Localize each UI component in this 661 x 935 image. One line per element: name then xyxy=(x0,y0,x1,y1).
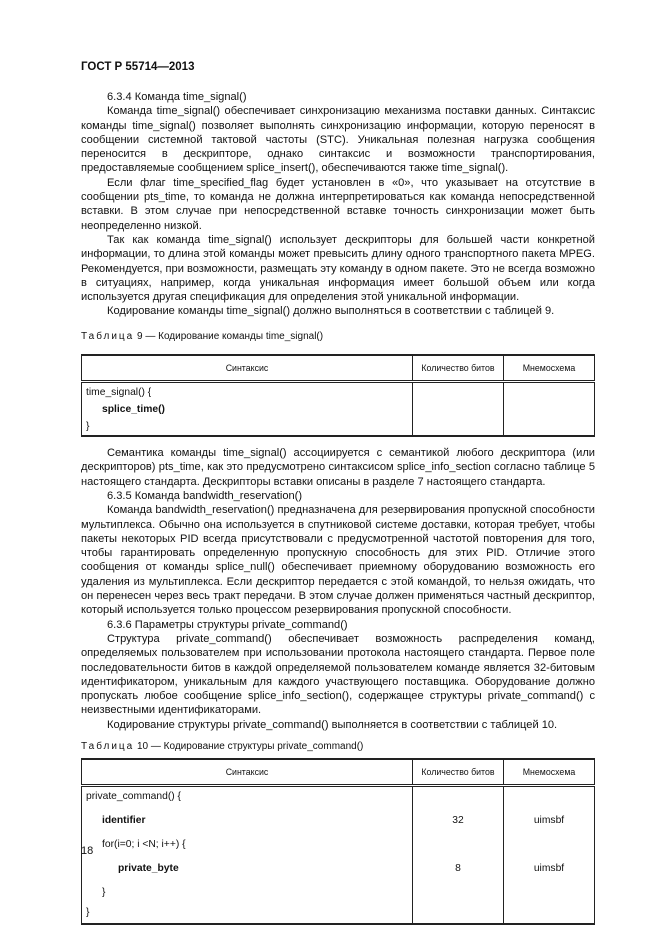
page-number: 18 xyxy=(81,845,94,857)
syntax-line: } xyxy=(102,887,106,899)
caption-text: 9 — Кодирование команды time_signal() xyxy=(134,330,324,342)
paragraph: Кодирование структуры private_command() выполняется в соответствии с таблицей 10. xyxy=(107,718,558,731)
syntax-line: time_signal() { xyxy=(86,387,152,399)
paragraph: Если флаг time_specified_flag будет установлен в «0», что указывает на отсутствие в сообщении pts_time, то команда не должна интерпретироваться как команда непосредственной вставки. В этом случае при непосредственной вставке точность синхронизации может быть неопределенно низкой. xyxy=(81,176,595,232)
col-header-mnemonic: Мнемосхема xyxy=(504,355,595,382)
paragraph: Структура private_command() обеспечивает возможность распределения команд, определяемых пользователем при использовании протокола настоящего стандарта. Первое поле последовательности битов в каждой определяемой пользователем команде является 32-битовым идентификатором, уникальным для каждого участвующего поставщика. Оборудование должно пропускать любое сообщение splice_info_section(), содержащее структуры private_command() с неизвестными идентификаторами. xyxy=(81,632,595,717)
col-header-syntax: Синтаксис xyxy=(82,355,413,382)
table-9-caption xyxy=(81,330,595,344)
mnemonic-value: uimsbf xyxy=(533,863,565,875)
paragraph: Семантика команды time_signal() ассоциируется с семантикой любого дескриптора (или дескрипторов) pts_time, как это предусмотрено синтаксисом splice_info_section согласно таблице 5 настоящего стандарта. Дескрипторы вставки описаны в разделе 7 настоящего стандарта. xyxy=(81,447,595,488)
col-header-bits: Количество битов xyxy=(413,355,504,382)
caption-text: 10 — Кодирование структуры private_command() xyxy=(134,740,364,752)
syntax-line: } xyxy=(86,421,90,433)
syntax-line: for(i=0; i <N; i++) { xyxy=(102,839,186,851)
col-header-syntax: Синтаксис xyxy=(82,759,413,786)
syntax-line: private_command() { xyxy=(86,791,181,803)
table-10 xyxy=(81,758,595,925)
syntax-line: private_byte xyxy=(118,863,179,875)
syntax-line: } xyxy=(86,907,90,919)
caption-prefix: Таблица xyxy=(81,740,135,752)
table-row xyxy=(82,786,595,925)
paragraph: Команда time_signal() обеспечивает синхронизацию механизма поставки данных. Синтаксис команды time_signal() позволяет выполнять синхронизацию информации, которую переносят в сообщении системной тактовой частоты (STC). Уникальная полезная нагрузка сообщения переносится в дескрипторе, однако синтаксис и возможности транспортирования, предоставляемые сообщением splice_insert(), обеспечиваются также time_signal(). xyxy=(81,105,595,175)
section-heading: 6.3.4 Команда time_signal() xyxy=(107,91,247,103)
section-heading: 6.3.6 Параметры структуры private_command() xyxy=(107,618,348,631)
document-header: ГОСТ Р 55714—2013 xyxy=(81,61,195,73)
section-heading: 6.3.5 Команда bandwidth_reservation() xyxy=(107,489,303,502)
bits-value: 8 xyxy=(455,863,461,875)
col-header-bits: Количество битов xyxy=(413,759,504,786)
mnemonic-value: uimsbf xyxy=(533,815,565,827)
syntax-line: identifier xyxy=(102,815,146,827)
paragraph: Кодирование команды time_signal() должно выполняться в соответствии с таблицей 9. xyxy=(107,305,555,318)
table-row xyxy=(82,382,595,437)
syntax-line: splice_time() xyxy=(102,404,165,416)
section-6-3-4 xyxy=(81,90,595,925)
paragraph: Так как команда time_signal() использует дескрипторы для большей части конкретной информации, то длина этой команды может превысить длину одного транспортного пакета MPEG. Рекомендуется, при возможности, размещать эту команду в одном пакете. Это не всегда возможно в ситуациях, например, когда уникальная информация имеет большой объем или когда используется другая спецификация для определения этой уникальной информации. xyxy=(81,233,596,304)
col-header-mnemonic: Мнемосхема xyxy=(504,759,595,786)
caption-prefix: Таблица xyxy=(81,330,135,342)
table-9 xyxy=(81,354,595,437)
table-10-caption xyxy=(81,740,595,754)
paragraph: Команда bandwidth_reservation() предназначена для резервирования пропускной способности мультиплекса. Обычно она используется в спутниковой системе доставки, которая требует, чтобы пакеты некоторых PID всегда присутствовали с предусмотренной частотой повторения для того, чтобы гарантировать определенную пропускную способность для этих PID. Отличие этого сообщения от команды splice_null() обеспечивает приемному оборудованию возможность его удаления из мультиплекса. Если дескриптор передается с этой командой, то нельзя ожидать, что он перенесен через весь тракт передачи. В этом случае должен применяться частный дескриптор, который используется только процессом резервирования пропускной способности. xyxy=(81,504,595,617)
bits-value: 32 xyxy=(452,815,464,827)
